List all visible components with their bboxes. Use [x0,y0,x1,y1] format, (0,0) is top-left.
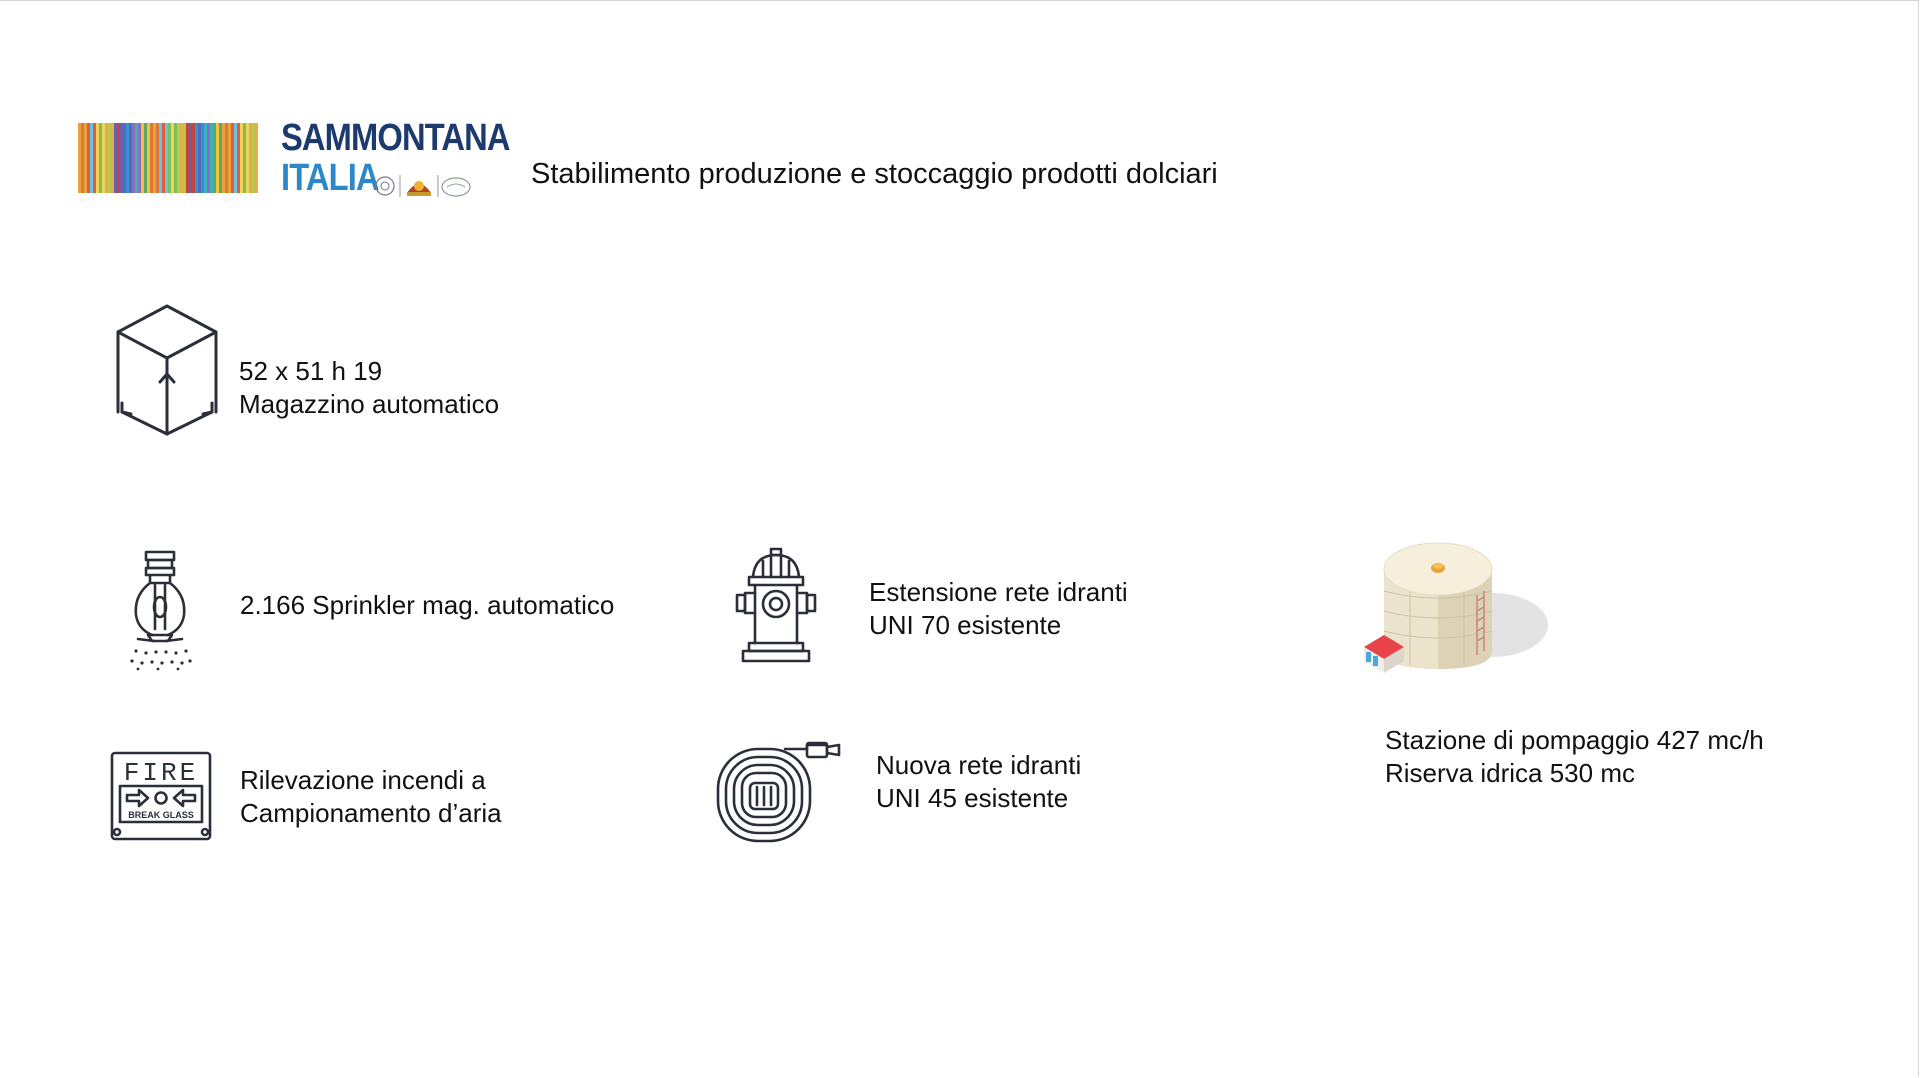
fire-hose-reel-icon [715,741,845,845]
warehouse-dimensions: 52 x 51 h 19 [239,356,383,386]
sprinkler-text [240,589,614,622]
brand-logo [281,117,510,199]
hydrant-text [869,576,1128,642]
cube-dimensions-icon [114,302,220,442]
page-title: Stabilimento produzione e stoccaggio prodotti dolciari [531,158,1218,190]
pumping-station-text [1385,724,1764,790]
hydrant-line2: UNI 70 esistente [869,610,1062,640]
hose-line1: Nuova rete idranti [876,750,1082,780]
sprinkler-label: 2.166 Sprinkler mag. automatico [240,590,615,620]
fire-hydrant-icon [733,547,819,663]
hose-text [876,749,1081,815]
warehouse-text [239,355,499,421]
hose-line2: UNI 45 esistente [876,783,1069,813]
pumping-station-line2: Riserva idrica 530 mc [1385,758,1635,788]
fire-detection-text [240,764,502,830]
fire-detection-line1: Rilevazione incendi a [240,765,486,795]
fire-alarm-badge-top: FIRE [123,758,199,788]
logo-wordmark-line2: ITALIA [281,157,379,199]
fire-detection-line2: Campionamento d’aria [240,798,502,828]
sprinkler-icon [128,549,192,671]
logo-stripes [78,123,258,193]
pumping-station-line1: Stazione di pompaggio 427 mc/h [1385,725,1764,755]
fire-alarm-icon [109,750,213,842]
warehouse-label: Magazzino automatico [239,389,500,419]
water-tank-icon [1358,539,1550,681]
logo-badges-icon [369,169,481,199]
fire-alarm-badge-bottom: BREAK GLASS [128,810,194,820]
hydrant-line1: Estensione rete idranti [869,577,1128,607]
logo-wordmark-line1: SAMMONTANA [281,117,510,159]
